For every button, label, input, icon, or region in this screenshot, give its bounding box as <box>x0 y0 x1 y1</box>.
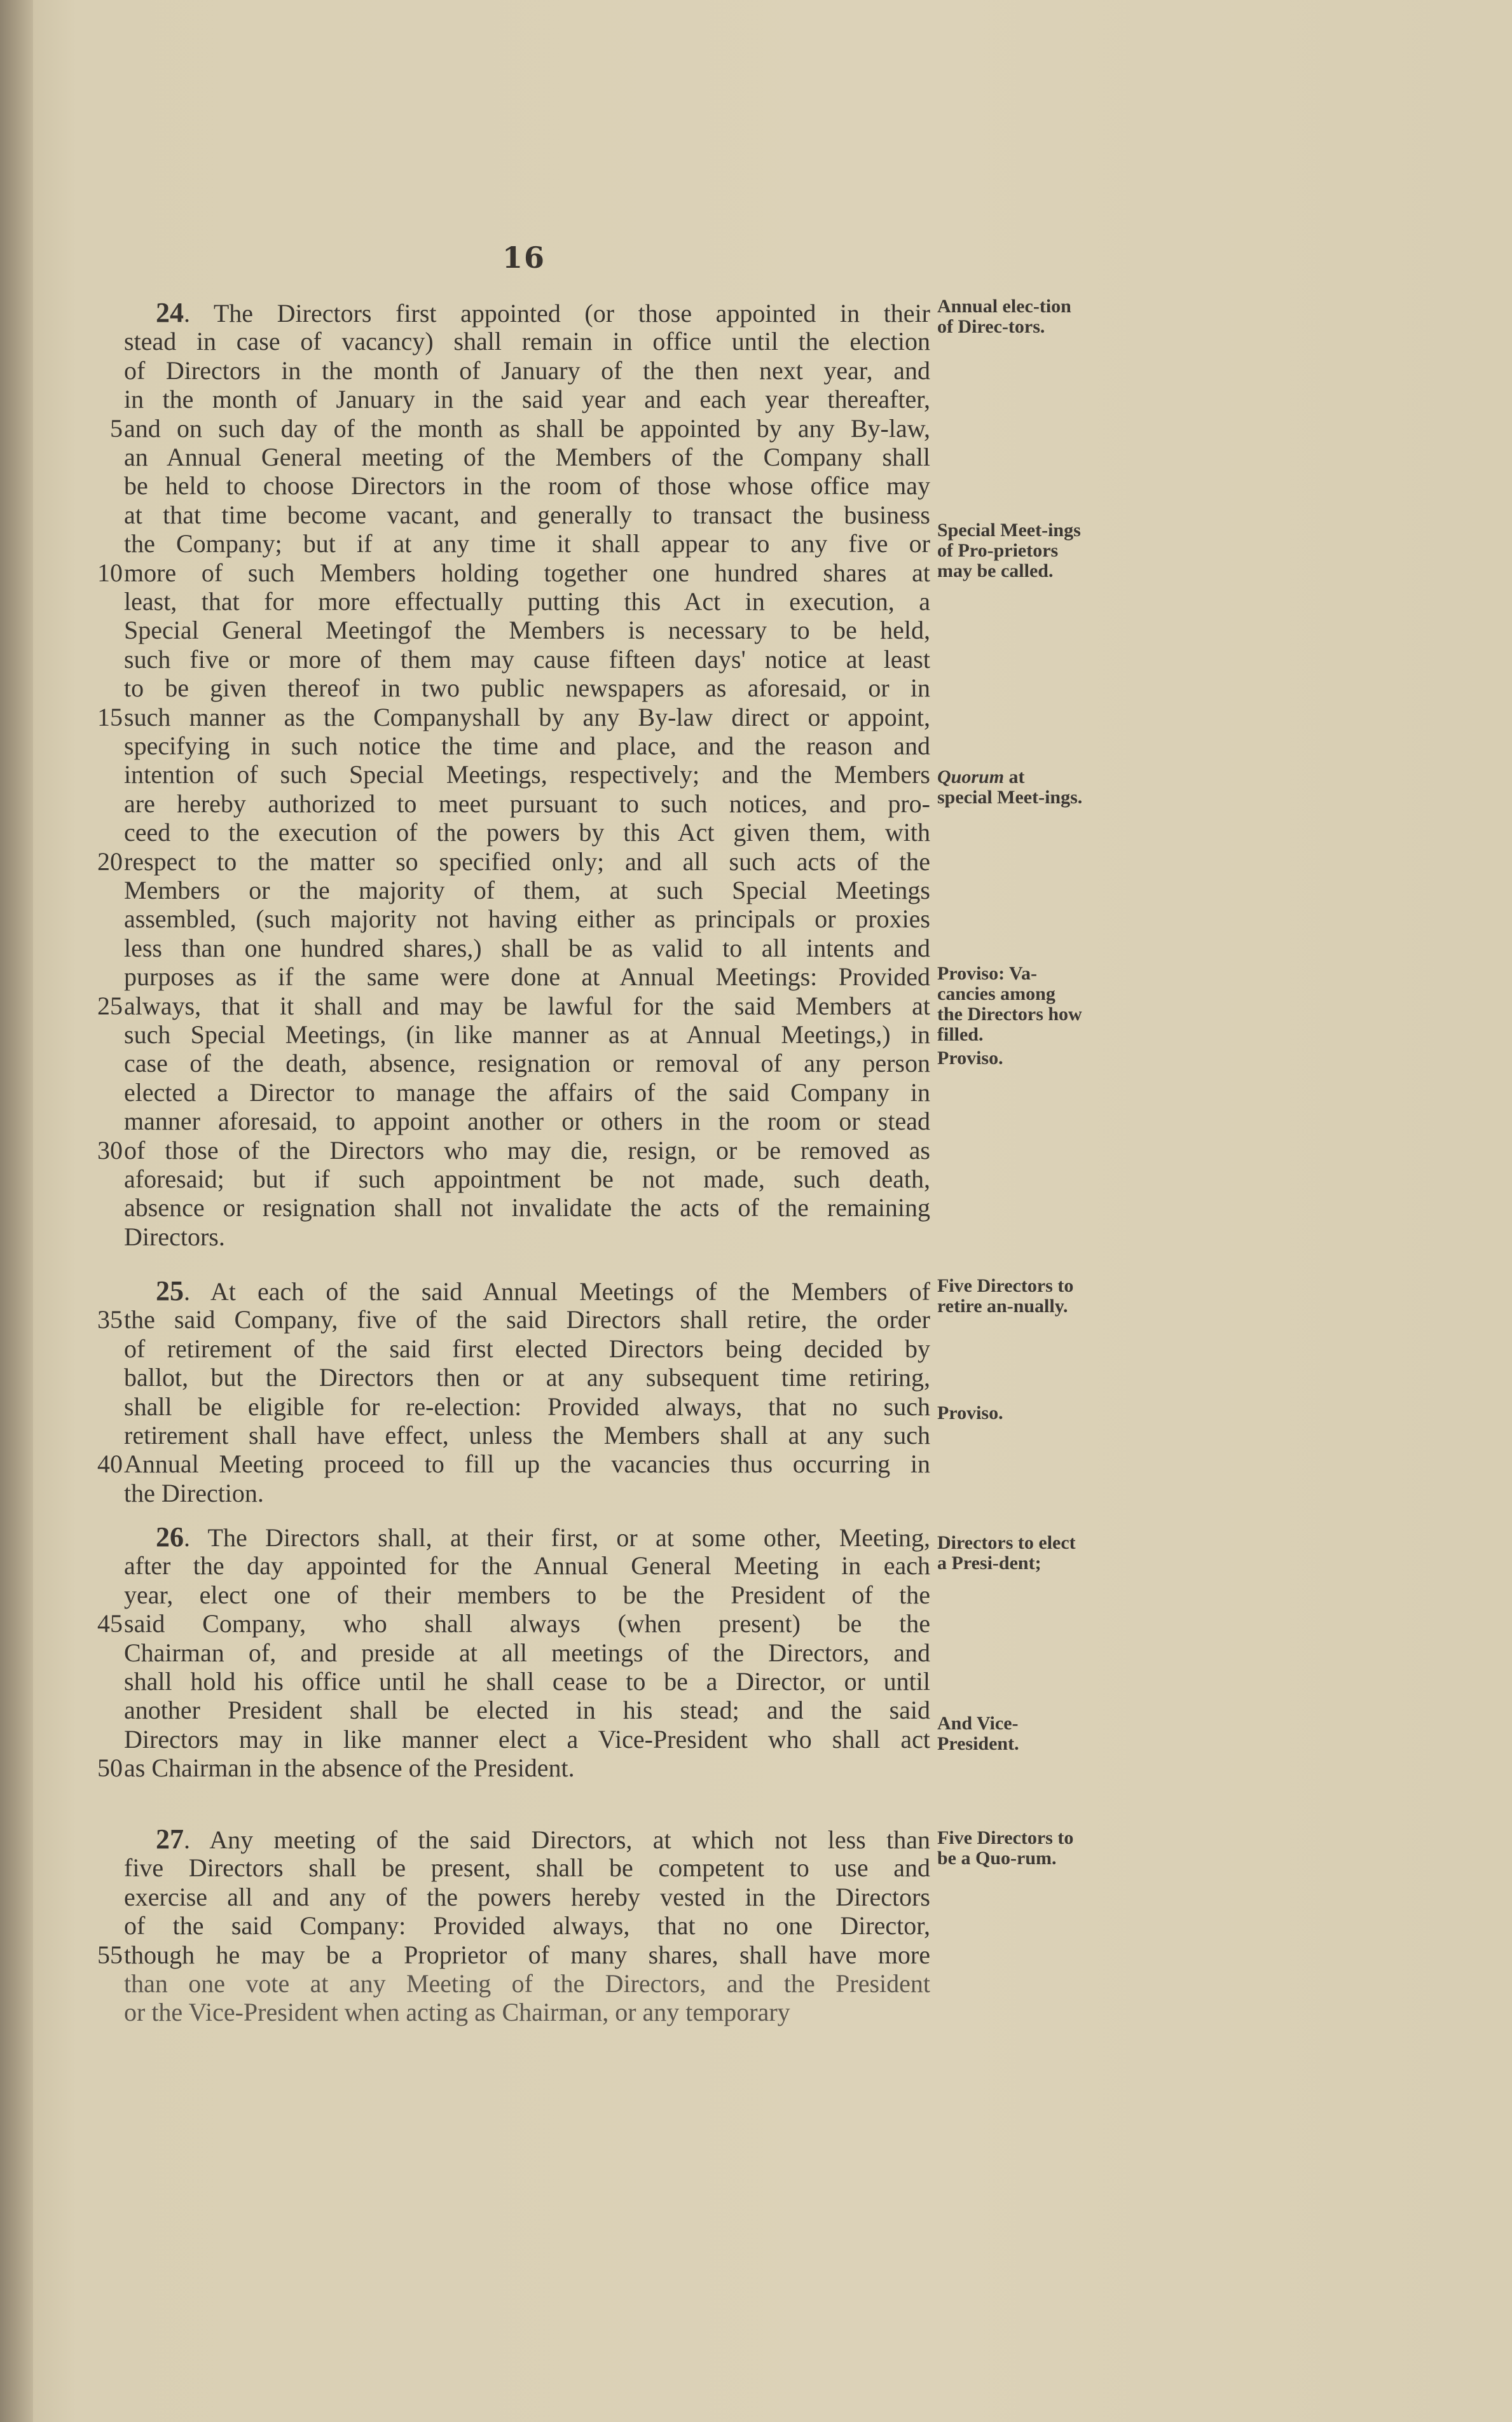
text-line <box>124 1021 930 1049</box>
text-line <box>124 1912 930 1940</box>
marginal-note-text: Directors to elect a Presi-dent; <box>937 1532 1076 1574</box>
line-text: manner aforesaid, to appoint another or others in the room or stead <box>124 1107 930 1136</box>
line-text: after the day appointed for the Annual General Meeting in each <box>124 1551 930 1581</box>
text-line <box>124 732 930 760</box>
line-text: intention of such Special Meetings, respectively; and the Members <box>124 760 930 789</box>
line-text: more of such Members holding together one hundred shares at <box>124 558 930 587</box>
line-number: 5 <box>110 413 123 443</box>
line-text: of Directors in the month of January of the then next year, and <box>124 356 930 385</box>
text-line <box>124 1668 930 1696</box>
marginal-note <box>937 520 1083 581</box>
line-text: at that time become vacant, and generally to transact the business <box>124 500 930 529</box>
section-number: 26 <box>156 1521 184 1553</box>
line-text: are hereby authorized to meet pursuant to such notices, and pro- <box>124 789 930 818</box>
book-spine-shadow <box>0 0 33 2422</box>
line-number: 20 <box>97 847 123 876</box>
section-number: 24 <box>156 297 184 328</box>
text-line <box>124 1194 930 1222</box>
line-text: in the month of January in the said year and each year thereafter, <box>124 385 930 414</box>
line-text: absence or resignation shall not invalidate the acts of the remaining <box>124 1193 930 1222</box>
text-line <box>124 530 930 558</box>
line-text: always, that it shall and may be lawful for the said Members at <box>124 991 930 1020</box>
line-text: . At each of the said Annual Meetings of the Members of <box>184 1277 930 1306</box>
line-text: least, that for more effectually putting this Act in execution, a <box>124 587 930 616</box>
line-text: of the said Company: Provided always, that no one Director, <box>124 1911 930 1941</box>
line-text: respect to the matter so specified only; and all such acts of the <box>124 847 930 876</box>
marginal-note <box>937 296 1083 337</box>
text-line <box>124 1696 930 1724</box>
text-line <box>124 1726 930 1754</box>
text-line <box>124 646 930 674</box>
line-text: specifying in such notice the time and place, and the reason and <box>124 731 930 760</box>
line-text: of those of the Directors who may die, resign, or be removed as <box>124 1135 930 1165</box>
marginal-note <box>937 1713 1083 1754</box>
marginal-note <box>937 1048 1083 1069</box>
line-text: Special General Meetingof the Members is necessary to be held, <box>124 616 930 645</box>
line-number: 50 <box>97 1754 123 1783</box>
text-line <box>124 703 930 731</box>
marginal-note-text: Five Directors to be a Quo-rum. <box>937 1827 1074 1869</box>
marginal-note <box>937 1533 1083 1574</box>
text-line <box>124 1854 930 1882</box>
line-number: 55 <box>97 1940 123 1969</box>
text-line <box>124 616 930 644</box>
text-line <box>124 1079 930 1107</box>
line-number: 45 <box>97 1609 123 1638</box>
marginal-note-text: Special Meet-ings of Pro-prietors may be called. <box>937 520 1081 581</box>
text-line <box>124 588 930 616</box>
text-line <box>124 1883 930 1911</box>
text-line <box>124 1970 930 1998</box>
text-line <box>124 1450 930 1478</box>
text-line <box>124 790 930 818</box>
text-line <box>124 1552 930 1580</box>
marginal-note <box>937 964 1083 1045</box>
text-line <box>124 472 930 500</box>
line-text: an Annual General meeting of the Members of the Company shall <box>124 443 930 471</box>
page-number: 16 <box>502 240 546 275</box>
text-line <box>124 1393 930 1421</box>
line-text: Members or the majority of them, at such Special Meetings <box>124 876 930 904</box>
text-line <box>124 443 930 471</box>
line-text: to be given thereof in two public newspapers as aforesaid, or in <box>124 674 930 703</box>
line-text: as Chairman in the absence of the President. <box>124 1754 575 1783</box>
line-text: of retirement of the said first elected Directors being decided by <box>124 1334 930 1363</box>
marginal-note <box>937 1276 1083 1317</box>
line-number: 40 <box>97 1450 123 1479</box>
text-line <box>124 905 930 933</box>
line-text: assembled, (such majority not having either as principals or proxies <box>124 904 930 934</box>
marginal-note-text: at special Meet-ings. <box>937 766 1083 808</box>
line-text: exercise all and any of the powers hereby vested in the Directors <box>124 1882 930 1911</box>
text-line <box>124 501 930 529</box>
text-line <box>124 1998 930 2026</box>
text-line <box>156 1277 930 1306</box>
text-line <box>124 1610 930 1638</box>
line-text: another President shall be elected in his stead; and the said <box>124 1696 930 1725</box>
text-line <box>124 1479 930 1507</box>
line-text: aforesaid; but if such appointment be not made, such death, <box>124 1165 930 1193</box>
line-text: stead in case of vacancy) shall remain in office until the election <box>124 327 930 356</box>
marginal-note <box>937 1403 1083 1423</box>
line-text: than one vote at any Meeting of the Directors, and the President <box>124 1969 930 1998</box>
line-number: 35 <box>97 1305 123 1334</box>
line-text: be held to choose Directors in the room of those whose office may <box>124 471 930 501</box>
text-line <box>124 1941 930 1969</box>
text-line <box>124 674 930 702</box>
line-text: such Special Meetings, (in like manner as at Annual Meetings,) in <box>124 1020 930 1049</box>
line-number: 30 <box>97 1135 123 1165</box>
text-line <box>124 1422 930 1450</box>
marginal-note-text: Proviso. <box>937 1048 1003 1069</box>
text-line <box>124 385 930 413</box>
line-text: purposes as if the same were done at Annual Meetings: Provided <box>124 962 930 992</box>
line-number: 15 <box>97 702 123 731</box>
text-line <box>124 1306 930 1334</box>
marginal-note <box>937 1828 1083 1869</box>
text-line <box>124 992 930 1020</box>
text-line <box>124 1581 930 1609</box>
text-line <box>124 328 930 356</box>
text-line <box>124 1335 930 1363</box>
line-number: 25 <box>97 991 123 1020</box>
line-text: ballot, but the Directors then or at any subsequent time retiring, <box>124 1363 930 1392</box>
marginal-note-text: Annual elec-tion of Direc-tors. <box>937 296 1071 337</box>
line-text: the Company; but if at any time it shall appear to any five or <box>124 529 930 558</box>
line-text: the Direction. <box>124 1478 264 1507</box>
line-text: retirement shall have effect, unless the Members shall at any such <box>124 1421 930 1450</box>
line-number: 10 <box>97 558 123 587</box>
line-text: case of the death, absence, resignation or removal of any person <box>124 1049 930 1078</box>
marginal-note-text: And Vice-President. <box>937 1713 1019 1754</box>
section-number: 27 <box>156 1823 184 1855</box>
line-text: the said Company, five of the said Directors shall retire, the order <box>124 1305 930 1334</box>
line-text: and on such day of the month as shall be appointed by any By-law, <box>124 413 930 443</box>
text-line <box>156 1825 930 1854</box>
section-number: 25 <box>156 1275 184 1306</box>
text-line <box>124 1107 930 1135</box>
text-line <box>124 761 930 789</box>
text-line <box>124 876 930 904</box>
text-line <box>124 819 930 847</box>
line-text: Annual Meeting proceed to fill up the vacancies thus occurring in <box>124 1450 930 1479</box>
line-text: Chairman of, and preside at all meetings of the Directors, and <box>124 1638 930 1667</box>
text-line <box>156 299 930 328</box>
text-line <box>124 1754 930 1782</box>
text-line <box>124 1165 930 1193</box>
marginal-note-text: Proviso: Va-cancies among the Directors how filled. <box>937 963 1082 1045</box>
text-line <box>124 1049 930 1077</box>
line-text: less than one hundred shares,) shall be as valid to all intents and <box>124 933 930 962</box>
line-text: ceed to the execution of the powers by this Act given them, with <box>124 818 930 847</box>
text-line <box>124 357 930 385</box>
line-text: year, elect one of their members to be the President of the <box>124 1580 930 1609</box>
text-line <box>124 1223 930 1251</box>
line-text: Directors may in like manner elect a Vice-President who shall act <box>124 1724 930 1754</box>
marginal-note-italic: Quorum <box>937 766 1005 787</box>
text-line <box>124 848 930 876</box>
line-text: said Company, who shall always (when present) be the <box>124 1609 930 1638</box>
line-text: . Any meeting of the said Directors, at which not less than <box>184 1825 930 1854</box>
line-text: or the Vice-President when acting as Chairman, or any temporary <box>124 1998 790 2027</box>
text-line <box>124 415 930 443</box>
line-text: shall be eligible for re-election: Provided always, that no such <box>124 1392 930 1421</box>
line-text: Directors. <box>124 1222 225 1251</box>
marginal-note <box>937 767 1083 808</box>
text-line <box>124 559 930 587</box>
line-text: five Directors shall be present, shall be competent to use and <box>124 1853 930 1883</box>
text-line <box>156 1523 930 1552</box>
text-line <box>124 934 930 962</box>
line-text: elected a Director to manage the affairs of the said Company in <box>124 1077 930 1107</box>
line-text: . The Directors first appointed (or those appointed in their <box>184 299 930 328</box>
marginal-note-text: Proviso. <box>937 1402 1003 1423</box>
text-line <box>124 1364 930 1392</box>
line-text: such manner as the Companyshall by any By-law direct or appoint, <box>124 702 930 731</box>
line-text: . The Directors shall, at their first, or at some other, Meeting, <box>184 1523 930 1552</box>
line-text: though he may be a Proprietor of many shares, shall have more <box>124 1940 930 1969</box>
text-line <box>124 1639 930 1667</box>
text-line <box>124 1137 930 1165</box>
marginal-note-text: Five Directors to retire an-nually. <box>937 1275 1074 1317</box>
line-text: shall hold his office until he shall cease to be a Director, or until <box>124 1667 930 1696</box>
line-text: such five or more of them may cause fifteen days' notice at least <box>124 644 930 674</box>
text-line <box>124 963 930 991</box>
